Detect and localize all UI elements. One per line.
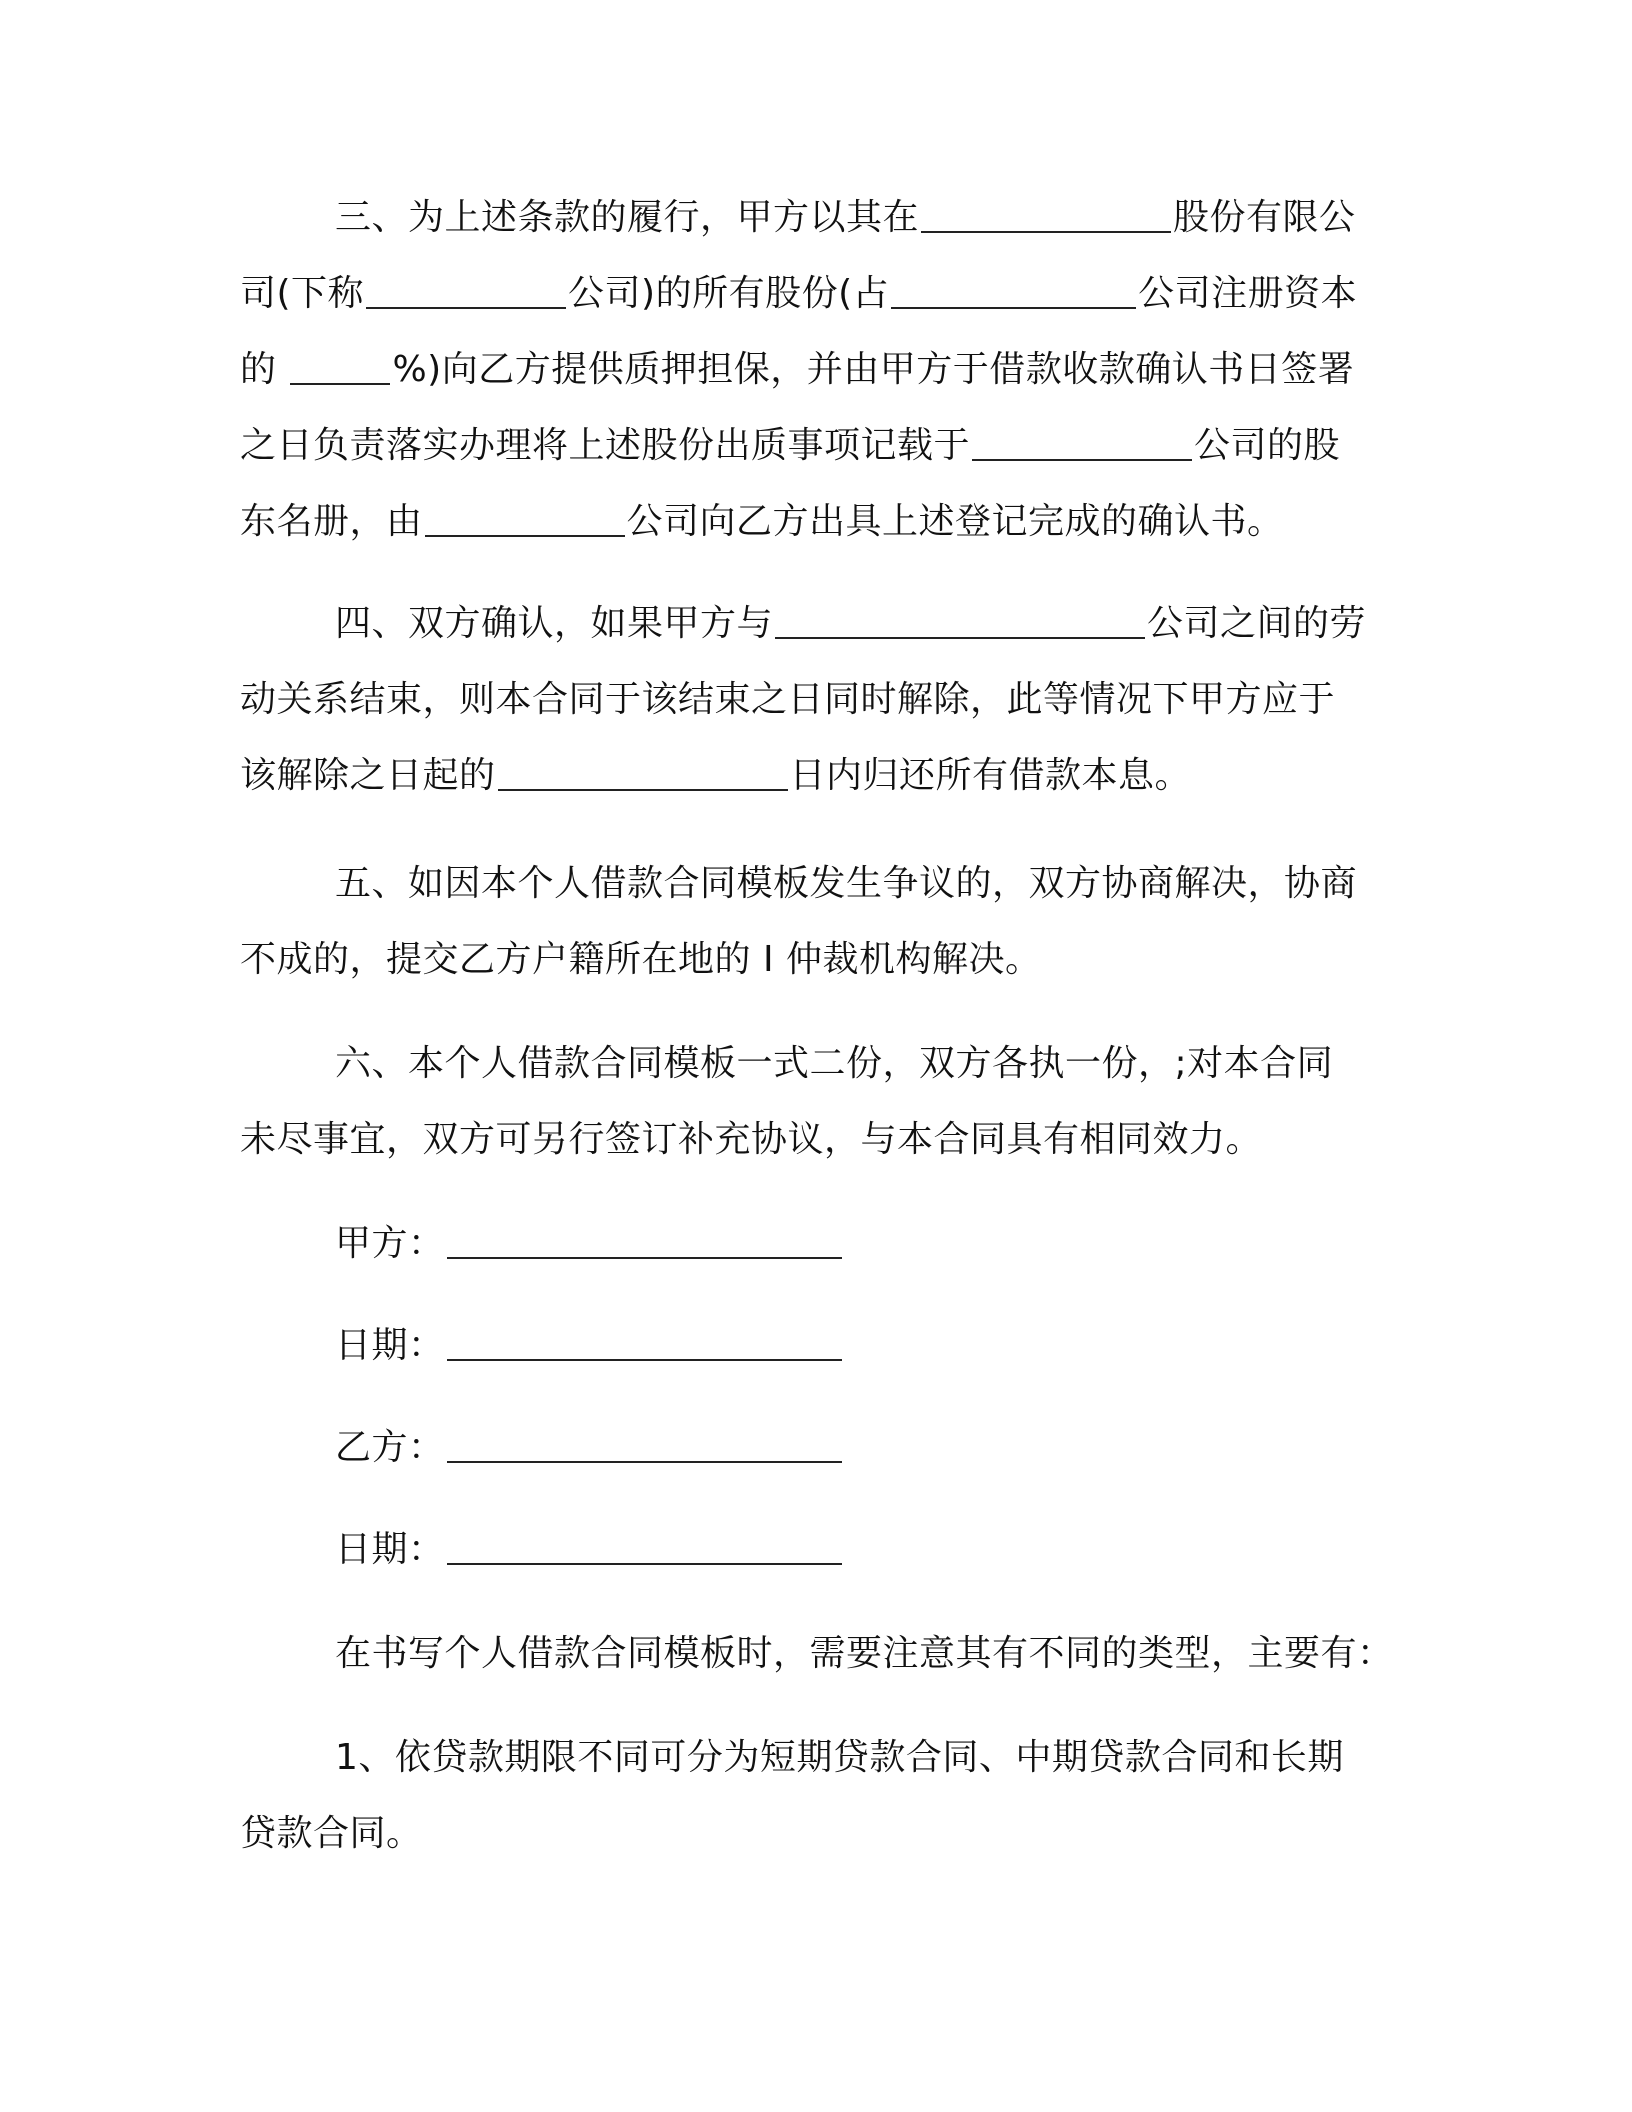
party-a-blank[interactable] (447, 1227, 842, 1259)
blank-field[interactable] (891, 277, 1136, 309)
clause4-text: 公司之间的劳 (1147, 603, 1367, 644)
notes-item1-line2: 贷款合同。 (240, 1813, 423, 1854)
clause6-line2: 未尽事宜，双方可另行签订补充协议，与本合同具有相同效力。 (240, 1119, 1263, 1160)
clause4-line2: 动关系结束，则本合同于该结束之日同时解除，此等情况下甲方应于 (240, 679, 1336, 720)
clause3-text: 股份有限公 (1173, 197, 1356, 238)
clause6-line1: 六、本个人借款合同模板一式二份，双方各执一份，;对本合同 (335, 1043, 1334, 1084)
clause3-text: 公司的股 (1194, 425, 1341, 466)
clause4-line1 (335, 600, 1366, 648)
blank-field[interactable] (775, 607, 1145, 639)
blank-field[interactable] (921, 201, 1171, 233)
clause3-line2 (240, 270, 1357, 318)
clause3-text: 公司)的所有股份(占 (568, 273, 890, 314)
clause4-text: 该解除之日起的 (240, 755, 496, 796)
date1-label: 日期： (335, 1325, 445, 1366)
clause4-text: 四、双方确认，如果甲方与 (335, 603, 774, 644)
date1-signature (335, 1322, 844, 1370)
party-a-label: 甲方： (335, 1223, 445, 1264)
blank-field[interactable] (366, 277, 566, 309)
clause3-text: 三、为上述条款的履行，甲方以其在 (335, 197, 920, 238)
notes-intro: 在书写个人借款合同模板时，需要注意其有不同的类型，主要有： (335, 1633, 1394, 1674)
clause3-text: 公司注册资本 (1138, 273, 1358, 314)
date1-blank[interactable] (447, 1329, 842, 1361)
date2-signature (335, 1526, 844, 1574)
party-b-signature (335, 1424, 844, 1472)
date2-blank[interactable] (447, 1533, 842, 1565)
clause3-text: %)向乙方提供质押担保，并由甲方于借款收款确认书日签署 (392, 349, 1355, 390)
clause3-line3 (240, 346, 1354, 394)
clause5-line1: 五、如因本个人借款合同模板发生争议的，双方协商解决，协商 (335, 863, 1358, 904)
clause3-text: 东名册，由 (240, 501, 423, 542)
clause3-text: 的 (240, 349, 289, 390)
clause3-line1 (335, 194, 1356, 242)
clause3-line4 (240, 422, 1340, 470)
date2-label: 日期： (335, 1529, 445, 1570)
party-b-label: 乙方： (335, 1427, 445, 1468)
clause5-line2: 不成的，提交乙方户籍所在地的 I 仲裁机构解决。 (240, 939, 1042, 980)
clause4-text: 日内归还所有借款本息。 (789, 755, 1192, 796)
notes-item1-line1: 1、依贷款期限不同可分为短期贷款合同、中期贷款合同和长期 (335, 1737, 1344, 1778)
clause3-text: 公司向乙方出具上述登记完成的确认书。 (626, 501, 1284, 542)
blank-field[interactable] (498, 759, 788, 791)
blank-field[interactable] (425, 505, 625, 537)
clause3-line5 (240, 498, 1284, 546)
party-a-signature (335, 1220, 844, 1268)
clause4-line3 (240, 752, 1191, 800)
party-b-blank[interactable] (447, 1431, 842, 1463)
blank-field[interactable] (290, 353, 390, 385)
blank-field[interactable] (972, 429, 1192, 461)
clause3-text: 司(下称 (240, 273, 365, 314)
clause3-text: 之日负责落实办理将上述股份出质事项记载于 (240, 425, 971, 466)
